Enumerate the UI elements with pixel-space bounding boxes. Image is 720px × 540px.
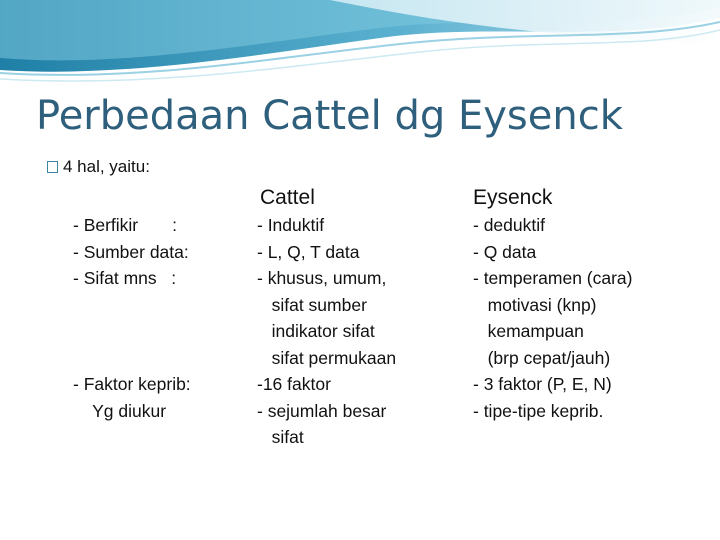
label-line: Yg diukur [73, 400, 167, 421]
intro-line [47, 156, 150, 178]
cattel-line: sifat permukaan [257, 347, 397, 368]
label-line: - Faktor keprib: [73, 374, 191, 394]
bullet-box-icon [47, 161, 58, 173]
label-line: - Sifat mns : [73, 268, 177, 288]
eysenck-line: (brp cepat/jauh) [473, 347, 611, 368]
slide-title: Perbedaan Cattel dg Eysenck [36, 93, 623, 139]
cattel-column [257, 184, 396, 451]
eysenck-column [473, 184, 633, 451]
eysenck-line: - tipe-tipe keprib. [473, 400, 604, 421]
cattel-heading: Cattel [260, 186, 315, 209]
label-heading-spacer [73, 184, 191, 212]
cattel-line: - L, Q, T data [257, 241, 360, 262]
cattel-line: sifat [257, 427, 304, 447]
label-line [73, 318, 191, 345]
eysenck-list [473, 212, 633, 451]
label-line [73, 345, 191, 372]
label-line: - Sumber data: [73, 241, 189, 262]
eysenck-line: - deduktif [473, 215, 545, 235]
cattel-line: - sejumlah besar [257, 400, 387, 421]
cattel-list [257, 212, 396, 451]
eysenck-line [473, 424, 633, 451]
label-list [73, 212, 191, 451]
cattel-line: - Induktif [257, 215, 325, 235]
eysenck-line: motivasi (knp) [473, 294, 597, 315]
eysenck-heading: Eysenck [473, 186, 553, 209]
cattel-line: -16 faktor [257, 374, 331, 394]
cattel-line: indikator sifat [257, 321, 375, 341]
label-line [73, 424, 191, 451]
cattel-line: sifat sumber [257, 294, 367, 315]
eysenck-line: - 3 faktor (P, E, N) [473, 374, 612, 394]
eysenck-line: kemampuan [473, 321, 584, 341]
label-line [73, 292, 191, 319]
eysenck-line: - Q data [473, 241, 537, 262]
label-line: - Berfikir : [73, 215, 178, 235]
label-column [73, 184, 191, 451]
eysenck-line: - temperamen (cara) [473, 268, 633, 288]
cattel-line: - khusus, umum, [257, 268, 387, 288]
header-wave-decoration [0, 0, 720, 90]
intro-text: 4 hal, yaitu: [63, 157, 150, 176]
